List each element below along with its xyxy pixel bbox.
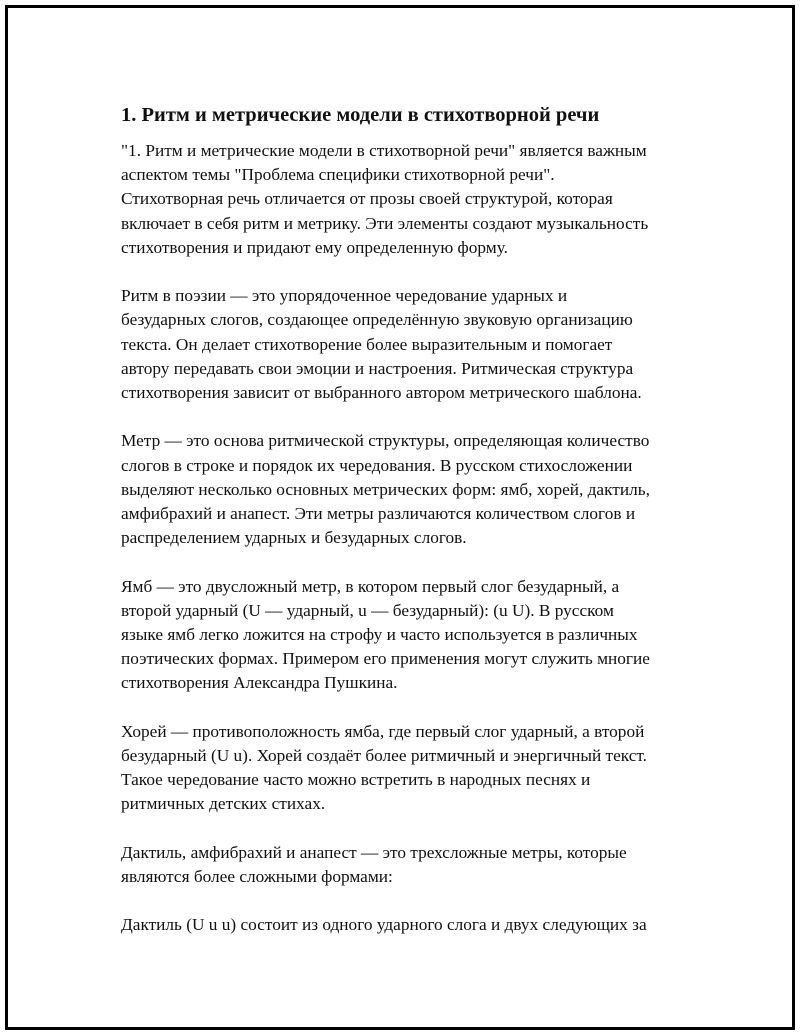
paragraph-iamb — [121, 575, 701, 696]
text-line: безударный (U u). Хорей создаёт более ритмичный и энергичный текст. — [121, 746, 647, 766]
text-line: амфибрахий и анапест. Эти метры различаются количеством слогов и — [121, 504, 636, 524]
text-line: стихотворения Александра Пушкина. — [121, 673, 398, 693]
text-line: Хорей — противоположность ямба, где первый слог ударный, а второй — [121, 721, 645, 741]
text-line: являются более сложными формами: — [121, 867, 393, 887]
text-line: Стихотворная речь отличается от прозы своей структурой, которая — [121, 189, 613, 209]
text-line: текста. Он делает стихотворение более выразительным и помогает — [121, 334, 613, 354]
text-line: аспектом темы "Проблема специфики стихотворной речи". — [121, 165, 555, 185]
text-line: автору передавать свои эмоции и настроения. Ритмическая структура — [121, 358, 634, 378]
text-line: Такое чередование часто можно встретить в народных песнях и — [121, 770, 591, 790]
text-line: распределением ударных и безударных слогов. — [121, 528, 467, 548]
text-line: языке ямб легко ложится на строфу и часто используется в различных — [121, 625, 638, 645]
text-line: ритмичных детских стихах. — [121, 794, 326, 814]
text-line: Дактиль, амфибрахий и анапест — это трехсложные метры, которые — [121, 842, 627, 862]
text-line: стихотворения зависит от выбранного автором метрического шаблона. — [121, 383, 642, 403]
text-line: слогов в строке и порядок их чередования. В русском стихосложении — [121, 455, 633, 475]
text-line: Ритм в поэзии — это упорядоченное чередование ударных и — [121, 286, 568, 306]
text-line: стихотворения и придают ему определенную форму. — [121, 237, 508, 257]
paragraph-trochee — [121, 720, 701, 817]
text-line: поэтических формах. Примером его применения могут служить многие — [121, 649, 650, 669]
text-line: Метр — это основа ритмической структуры, определяющая количество — [121, 431, 650, 451]
text-line: выделяют несколько основных метрических форм: ямб, хорей, дактиль, — [121, 479, 650, 499]
text-line: Дактиль (U u u) состоит из одного ударного слога и двух следующих за — [121, 915, 647, 935]
page-frame — [5, 5, 795, 1030]
paragraph-rhythm — [121, 284, 701, 405]
text-line: включает в себя ритм и метрику. Эти элементы создают музыкальность — [121, 213, 649, 233]
text-line: "1. Ритм и метрические модели в стихотворной речи" является важным — [121, 141, 647, 160]
text-line: безударных слогов, создающее определённую звуковую организацию — [121, 310, 633, 330]
document-body — [121, 103, 701, 962]
paragraph-dactyl — [121, 913, 701, 937]
text-line: второй ударный (U — ударный, u — безударный): (u U). В русском — [121, 600, 614, 620]
paragraph-trisyllabic — [121, 841, 701, 889]
paragraph-intro — [121, 139, 701, 260]
paragraph-meter — [121, 429, 701, 550]
section-heading: 1. Ритм и метрические модели в стихотворной речи — [121, 104, 600, 126]
text-line: Ямб — это двусложный метр, в котором первый слог безударный, а — [121, 576, 620, 596]
